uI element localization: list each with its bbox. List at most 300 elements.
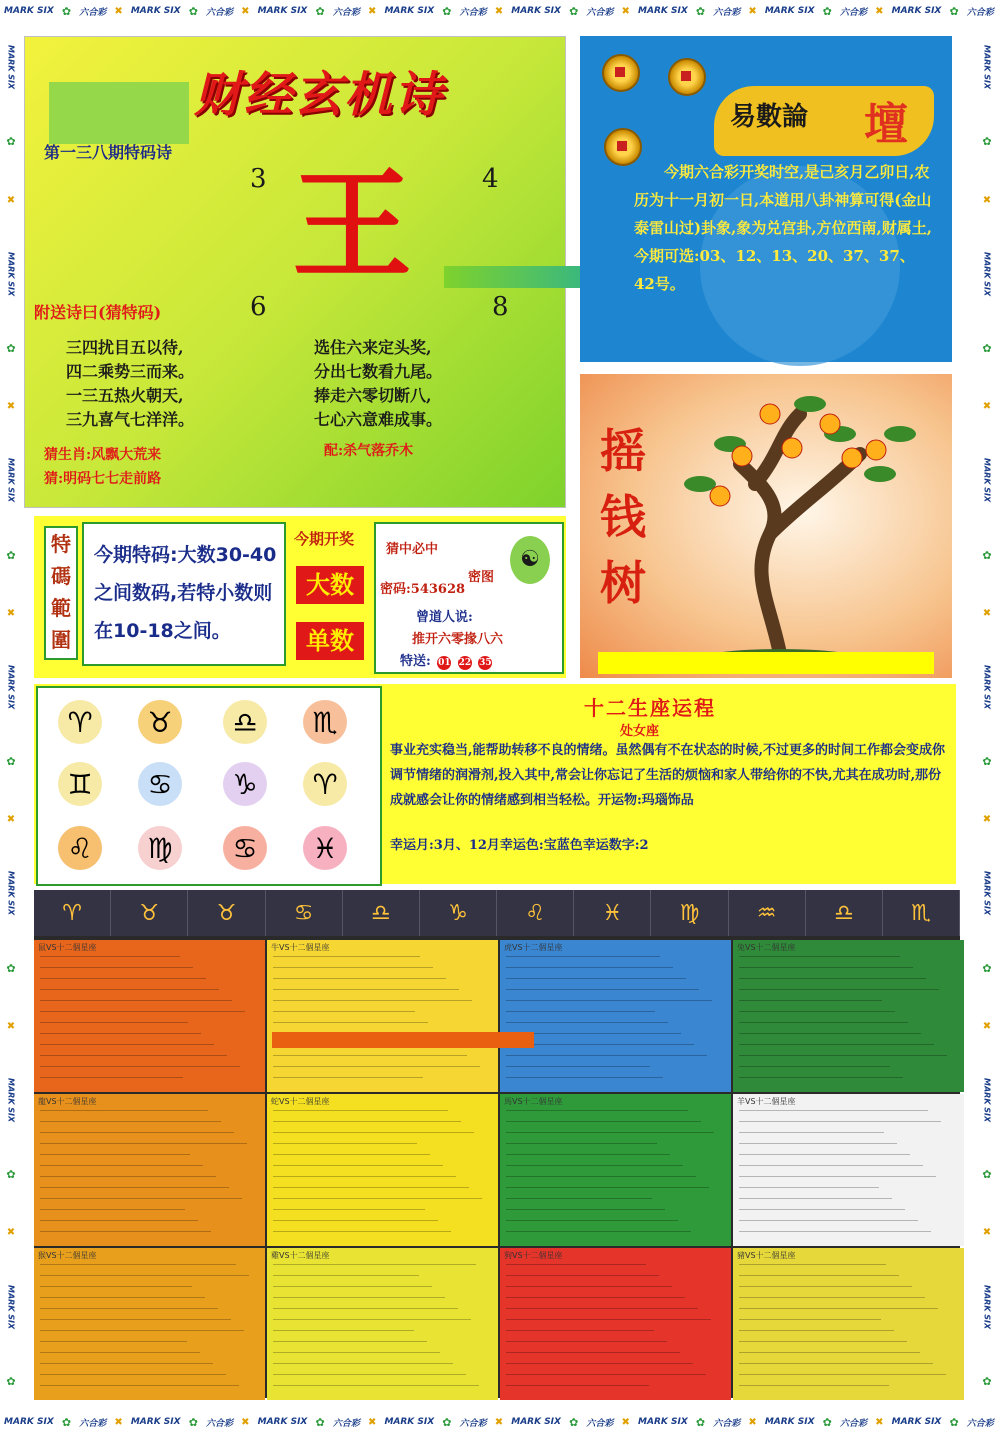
compat-cell-line <box>273 1385 479 1386</box>
compat-cell-line <box>40 1198 242 1199</box>
special-send <box>400 650 492 670</box>
odd-tag: 单数 <box>296 622 364 660</box>
big-character: 王 <box>292 155 412 296</box>
compat-cell <box>500 940 731 1092</box>
compat-cell <box>267 1248 498 1400</box>
open-box <box>290 522 372 672</box>
compat-cell-line <box>739 1275 899 1276</box>
flower-icon: ✿ <box>6 135 16 149</box>
brand-label: MARK SIX <box>891 1417 942 1427</box>
compat-cell-line <box>273 1363 453 1364</box>
cross-icon: ✖ <box>367 1416 377 1428</box>
cross-icon: ✖ <box>241 5 250 17</box>
compat-cell-line <box>273 1275 419 1276</box>
logo-text: 易數論 <box>730 102 809 132</box>
cross-icon: ✖ <box>875 5 884 17</box>
compat-cell-line <box>40 1308 218 1309</box>
flower-icon: ✿ <box>188 4 198 18</box>
ball: 01 <box>438 658 451 668</box>
verse-line: 一三五热火朝天, <box>66 386 184 405</box>
compat-cell-line <box>739 989 939 990</box>
cross-icon: ✖ <box>6 401 16 413</box>
compat-cell-line <box>506 1066 650 1067</box>
brand-label: MARK SIX <box>982 664 992 709</box>
compat-cell-line <box>506 1187 709 1188</box>
cross-icon: ✖ <box>982 1020 992 1032</box>
flower-icon: ✿ <box>6 341 16 355</box>
compat-cell-line <box>40 1022 188 1023</box>
yishu-panel <box>580 36 952 362</box>
decor-bar <box>272 1032 534 1048</box>
compat-cell-line <box>739 1231 931 1232</box>
brand-label: MARK SIX <box>384 6 435 16</box>
compat-cell-line <box>40 1132 234 1133</box>
compat-cell-line <box>40 1264 236 1265</box>
compat-cell-line <box>506 1077 663 1078</box>
cross-icon: ✖ <box>875 1416 884 1428</box>
compat-cell-line <box>273 1022 428 1023</box>
compat-cell-line <box>506 1198 652 1199</box>
compat-cell-line <box>273 956 420 957</box>
compat-cell-line <box>40 1374 226 1375</box>
brand-label: MARK SIX <box>638 1417 688 1427</box>
flower-icon: ✿ <box>982 961 992 975</box>
compat-cell-line <box>40 1330 244 1331</box>
zodiac-symbol-icon: ♒ <box>729 890 806 936</box>
ball: 35 <box>479 658 492 668</box>
number-2: 4 <box>482 164 499 194</box>
flower-icon: ✿ <box>822 1415 832 1429</box>
compat-cell-line <box>739 1330 894 1331</box>
compat-cell-line <box>506 1011 655 1012</box>
brand-label: MARK SIX <box>6 251 16 296</box>
compat-cell-line <box>40 1000 232 1001</box>
brand-cn-label: 六合彩 <box>840 7 868 18</box>
poem-title: 财经玄机诗 <box>194 67 445 123</box>
cross-icon: ✖ <box>982 814 992 826</box>
brand-label: MARK SIX <box>511 1417 561 1427</box>
compat-cell-line <box>506 967 673 968</box>
verse-line: 分出七数看九尾。 <box>314 362 443 381</box>
range-label <box>44 526 78 660</box>
brand-label: MARK SIX <box>384 1417 435 1427</box>
coin-icon <box>602 54 640 92</box>
brand-label: MARK SIX <box>257 6 308 16</box>
zodiac-symbol-icon: ♋ <box>266 890 343 936</box>
compat-cell-title: 豬VS十二個星座 <box>737 1251 796 1260</box>
brand-label: MARK SIX <box>982 1284 992 1329</box>
compat-cell-line <box>739 1286 912 1287</box>
flower-icon: ✿ <box>442 1415 452 1429</box>
compat-cell-line <box>40 1363 213 1364</box>
compat-cell-line <box>739 1220 918 1221</box>
cross-icon: ✖ <box>6 1227 16 1239</box>
libra-icon: ♎ <box>223 700 267 744</box>
range-label-char: 碼 <box>51 564 71 588</box>
cross-icon: ✖ <box>114 5 123 17</box>
brand-label: MARK SIX <box>982 251 992 296</box>
extra-poem-heading: 附送诗曰(猜特码) <box>34 303 162 322</box>
compat-cell-line <box>273 1165 443 1166</box>
range-label-char: 圍 <box>51 628 71 652</box>
flower-icon: ✿ <box>569 4 579 18</box>
compat-cell-line <box>40 1341 187 1342</box>
compat-cell-title: 兔VS十二個星座 <box>737 943 796 952</box>
flower-icon: ✿ <box>822 4 832 18</box>
compat-cell-line <box>739 1154 910 1155</box>
open-heading: 今期开奖 <box>294 530 355 548</box>
flower-icon: ✿ <box>695 4 706 18</box>
zodiac-symbol-icon: ♍ <box>651 890 728 936</box>
compat-cell-line <box>40 1044 214 1045</box>
verse-line: 选住六来定头奖, <box>314 338 432 357</box>
seal-icon: ☯ <box>510 536 550 584</box>
top-border <box>0 0 998 22</box>
flower-icon: ✿ <box>315 1415 325 1429</box>
compat-cell-line <box>506 1363 693 1364</box>
compat-cell-line <box>739 1352 920 1353</box>
tree-bar <box>598 652 934 674</box>
compat-cell-line <box>739 1198 892 1199</box>
zodiac-icon-grid <box>36 686 382 886</box>
compat-cell-line <box>40 1055 227 1056</box>
compatibility-grid <box>34 890 960 1398</box>
zodiac-symbol-icon: ♓ <box>574 890 651 936</box>
compat-cell-line <box>506 1264 646 1265</box>
compat-cell-line <box>273 1066 480 1067</box>
brand-cn-label: 六合彩 <box>79 1418 107 1429</box>
range-description-box <box>82 522 286 666</box>
daoist-line: 推开六零掾八六 <box>412 632 504 647</box>
compat-cell-line <box>273 1286 432 1287</box>
brand-label: MARK SIX <box>4 6 54 16</box>
poem-panel <box>24 36 566 508</box>
verse-line: 七心六意难成事。 <box>314 410 443 429</box>
compat-cell-line <box>40 1143 247 1144</box>
flower-icon: ✿ <box>949 1415 959 1429</box>
flower-icon: ✿ <box>949 4 959 18</box>
bottom-border <box>0 1411 998 1433</box>
flower-icon: ✿ <box>6 548 16 562</box>
compat-cell-line <box>273 978 446 979</box>
compat-cell-line <box>739 1044 934 1045</box>
hit-box <box>374 522 564 674</box>
cross-icon: ✖ <box>241 1416 250 1428</box>
compat-cell-line <box>506 1132 714 1133</box>
cross-icon: ✖ <box>6 1020 16 1032</box>
aries-icon: ♈ <box>58 700 102 744</box>
flower-icon: ✿ <box>61 4 72 18</box>
scorpio-icon: ♏ <box>303 700 347 744</box>
compat-cell-line <box>40 1165 203 1166</box>
compat-cell-line <box>40 1286 192 1287</box>
compat-cell-title: 羊VS十二個星座 <box>737 1097 796 1106</box>
compat-cell-line <box>40 1187 229 1188</box>
cross-icon: ✖ <box>6 814 16 826</box>
compat-cell <box>733 1248 964 1400</box>
compat-cell-line <box>506 978 686 979</box>
compat-cell-line <box>40 1319 231 1320</box>
number-4: 8 <box>492 292 509 322</box>
compat-cell-line <box>506 1121 701 1122</box>
compat-cell-line <box>40 1275 249 1276</box>
brand-cn-label: 六合彩 <box>206 1418 234 1429</box>
hit-heading: 猜中必中 <box>386 542 439 557</box>
brand-cn-label: 六合彩 <box>459 1418 487 1429</box>
fortune-sign: 处女座 <box>620 724 660 739</box>
compat-cell-line <box>506 1308 698 1309</box>
number-3: 6 <box>250 292 267 322</box>
brand-label: MARK SIX <box>130 6 181 16</box>
compat-cell-line <box>273 1297 445 1298</box>
compat-cell-line <box>739 1165 923 1166</box>
cross-icon: ✖ <box>982 1227 992 1239</box>
tree-illustration <box>580 374 952 678</box>
brand-label: MARK SIX <box>257 1417 308 1427</box>
compat-cell-title: 牛VS十二個星座 <box>271 943 330 952</box>
range-label-char: 範 <box>51 596 71 620</box>
compat-cell-line <box>273 1132 474 1133</box>
brand-cn-label: 六合彩 <box>79 7 107 18</box>
compat-cell-line <box>506 1275 659 1276</box>
compat-cell-line <box>40 1066 240 1067</box>
compat-cell-line <box>40 1154 190 1155</box>
tree-title-char: 钱 <box>600 490 646 544</box>
compat-cell-line <box>739 1176 936 1177</box>
flower-icon: ✿ <box>569 1415 579 1429</box>
compat-cell <box>500 1248 731 1400</box>
compat-cell-line <box>273 967 433 968</box>
flower-icon: ✿ <box>982 341 992 355</box>
compat-cell-line <box>739 1374 946 1375</box>
zodiac-symbol-icon: ♎ <box>343 890 420 936</box>
brand-label: MARK SIX <box>6 458 16 503</box>
brand-label: MARK SIX <box>982 871 992 916</box>
verse-left <box>66 336 194 432</box>
brand-label: MARK SIX <box>764 6 815 16</box>
compat-cell-line <box>273 1264 476 1265</box>
compat-cell-line <box>506 1352 680 1353</box>
compat-cell-line <box>506 989 699 990</box>
flower-icon: ✿ <box>61 1415 72 1429</box>
compat-cell <box>267 1094 498 1246</box>
title-pad <box>49 82 189 144</box>
cross-icon: ✖ <box>748 1416 757 1428</box>
fortune-panel <box>34 684 956 884</box>
brand-cn-label: 六合彩 <box>332 1418 360 1429</box>
cross-icon: ✖ <box>621 1416 630 1428</box>
compat-cell-line <box>273 1154 430 1155</box>
secret-map-label: 密图 <box>468 570 495 585</box>
compat-cell-line <box>506 1000 712 1001</box>
compat-cell-line <box>506 1022 668 1023</box>
compat-cell-title: 虎VS十二個星座 <box>504 943 563 952</box>
compat-cell-title: 狗VS十二個星座 <box>504 1251 563 1260</box>
brand-cn-label: 六合彩 <box>840 1418 868 1429</box>
special-range-panel <box>34 516 566 678</box>
cross-icon: ✖ <box>6 607 16 619</box>
compat-cell-line <box>273 1374 466 1375</box>
crab-icon: ♋ <box>223 826 267 870</box>
zodiac-symbol-icon: ♑ <box>420 890 497 936</box>
coin-icon <box>668 58 706 96</box>
guess-text: 猜:明码七七走前路 <box>44 471 162 487</box>
brand-cn-label: 六合彩 <box>586 7 614 18</box>
compat-cell-line <box>506 1143 657 1144</box>
brand-label: MARK SIX <box>6 1077 16 1123</box>
compat-cell-line <box>273 1352 440 1353</box>
compat-cell-line <box>40 967 193 968</box>
big-tag: 大数 <box>296 566 364 604</box>
compat-cell-line <box>273 1055 467 1056</box>
flower-icon: ✿ <box>315 4 325 18</box>
compat-cell-line <box>739 1110 928 1111</box>
brand-label: MARK SIX <box>638 6 688 16</box>
brand-cn-label: 六合彩 <box>332 7 360 18</box>
compat-cell-line <box>739 978 926 979</box>
fortune-title: 十二生座运程 <box>584 696 716 720</box>
compat-cell-line <box>739 956 900 957</box>
compat-cell-line <box>273 1198 482 1199</box>
compat-cell-line <box>506 1176 696 1177</box>
cross-icon: ✖ <box>6 194 16 206</box>
compat-cell-line <box>506 1110 688 1111</box>
compat-cell-line <box>506 1330 654 1331</box>
compat-cell-title: 雞VS十二個星座 <box>271 1251 330 1260</box>
brand-label: MARK SIX <box>6 664 16 709</box>
compat-cell-line <box>739 1077 903 1078</box>
compat-cell <box>34 1248 265 1400</box>
compat-cell-line <box>739 1066 890 1067</box>
brand-label: MARK SIX <box>511 6 561 16</box>
brand-label: MARK SIX <box>764 1417 815 1427</box>
compat-cell-line <box>739 1055 947 1056</box>
zodiac-symbol-icon: ♏ <box>883 890 960 936</box>
compat-cell-line <box>40 1297 205 1298</box>
compat-cell-line <box>739 1187 879 1188</box>
compat-cell-title: 馬VS十二個星座 <box>504 1097 563 1106</box>
compat-cell-line <box>739 1011 895 1012</box>
guess-zodiac: 猜生肖:风飘大荒来 <box>44 447 162 463</box>
compat-cell <box>267 940 498 1092</box>
cross-icon: ✖ <box>494 5 504 17</box>
cross-icon: ✖ <box>982 194 992 206</box>
money-tree-panel <box>580 374 952 678</box>
verse-right <box>314 336 442 432</box>
verse-line: 三四扰目五以待, <box>66 338 184 357</box>
compat-cell-line <box>506 1165 683 1166</box>
compat-cell-line <box>506 1209 665 1210</box>
right-border <box>976 22 998 1411</box>
flower-icon: ✿ <box>982 1374 992 1388</box>
compat-cell-line <box>739 1308 938 1309</box>
compat-cell-line <box>506 1220 678 1221</box>
compat-cell-line <box>506 1319 711 1320</box>
zodiac-symbol-icon: ♎ <box>806 890 883 936</box>
compat-cell-line <box>273 1176 456 1177</box>
taurus-icon: ♉ <box>138 700 182 744</box>
zodiac-symbol-icon: ♈ <box>34 890 111 936</box>
compat-cell-line <box>40 989 219 990</box>
fortune-text: 事业充实稳当,能帮助转移不良的情绪。虽然偶有不在状态的时候,不过更多的时间工作都会变成你调节情绪的润滑剂,投入其中,常会让你忘记了生活的烦恼和家人带给你的不快,尤其在成功时,那份成就感会让你的情绪感到相当轻松。开运物:玛瑙饰品 <box>390 743 946 808</box>
compat-cell-line <box>506 1385 649 1386</box>
flower-icon: ✿ <box>982 755 992 769</box>
brand-label: MARK SIX <box>130 1417 181 1427</box>
flower-icon: ✿ <box>442 4 452 18</box>
zodiac-symbol-icon: ♉ <box>188 890 265 936</box>
brand-label: MARK SIX <box>891 6 942 16</box>
brand-cn-label: 六合彩 <box>713 7 741 18</box>
compat-cell-line <box>40 956 180 957</box>
brand-cn-label: 六合彩 <box>966 1418 994 1429</box>
compat-cell-line <box>739 967 913 968</box>
compat-cell-line <box>40 1385 239 1386</box>
compat-cell-line <box>273 1121 461 1122</box>
compat-cell-line <box>40 1176 216 1177</box>
compat-cell-line <box>273 1187 469 1188</box>
brand-cn-label: 六合彩 <box>966 7 994 18</box>
compat-cell-line <box>739 1022 908 1023</box>
compat-cell-line <box>273 1077 423 1078</box>
compat-cell-line <box>506 1154 670 1155</box>
compat-cell-line <box>273 1110 448 1111</box>
compat-cell-line <box>273 1000 472 1001</box>
compat-cell <box>34 940 265 1092</box>
virgo-icon: ♍ <box>138 826 182 870</box>
cross-icon: ✖ <box>494 1416 504 1428</box>
pisces-icon: ♓ <box>303 826 347 870</box>
brand-label: MARK SIX <box>6 45 16 90</box>
compat-cell-line <box>273 1011 415 1012</box>
compat-cell-title: 鼠VS十二個星座 <box>38 943 97 952</box>
brand-label: MARK SIX <box>982 458 992 503</box>
zodiac-symbol-icon: ♉ <box>111 890 188 936</box>
compat-cell-line <box>739 1363 933 1364</box>
compat-cell-line <box>506 1044 694 1045</box>
compat-cell-line <box>506 1374 706 1375</box>
compat-cell-line <box>40 1209 185 1210</box>
number-1: 3 <box>250 164 267 194</box>
compat-cell-line <box>739 1319 881 1320</box>
flower-icon: ✿ <box>982 135 992 149</box>
compat-cell-line <box>40 978 206 979</box>
compat-cell-line <box>506 1297 685 1298</box>
brand-label: MARK SIX <box>4 1417 54 1427</box>
brand-label: MARK SIX <box>982 1077 992 1123</box>
brand-label: MARK SIX <box>6 1284 16 1329</box>
verse-line: 捧走六零切断八, <box>314 386 432 405</box>
cross-icon: ✖ <box>621 5 630 17</box>
compat-cell <box>733 940 964 1092</box>
compat-cell-line <box>506 1286 672 1287</box>
leo-icon: ♌ <box>58 826 102 870</box>
compat-cell-line <box>273 1209 425 1210</box>
capricorn-icon: ♑ <box>223 762 267 806</box>
compat-cell-line <box>40 1110 208 1111</box>
match-text: 配:杀气落乔木 <box>324 443 414 459</box>
special-label: 特送: <box>400 654 431 669</box>
compat-cell-line <box>40 1077 183 1078</box>
compat-cell-line <box>739 1209 905 1210</box>
brand-cn-label: 六合彩 <box>206 7 234 18</box>
compat-cell-line <box>739 1264 886 1265</box>
compat-cell-line <box>273 1308 458 1309</box>
issue-label: 第一三八期特码诗 <box>44 143 173 162</box>
zodiac-symbol-icon: ♌ <box>497 890 574 936</box>
compat-cell-line <box>739 1132 884 1133</box>
compat-cell-line <box>739 1121 941 1122</box>
compat-cell <box>733 1094 964 1246</box>
